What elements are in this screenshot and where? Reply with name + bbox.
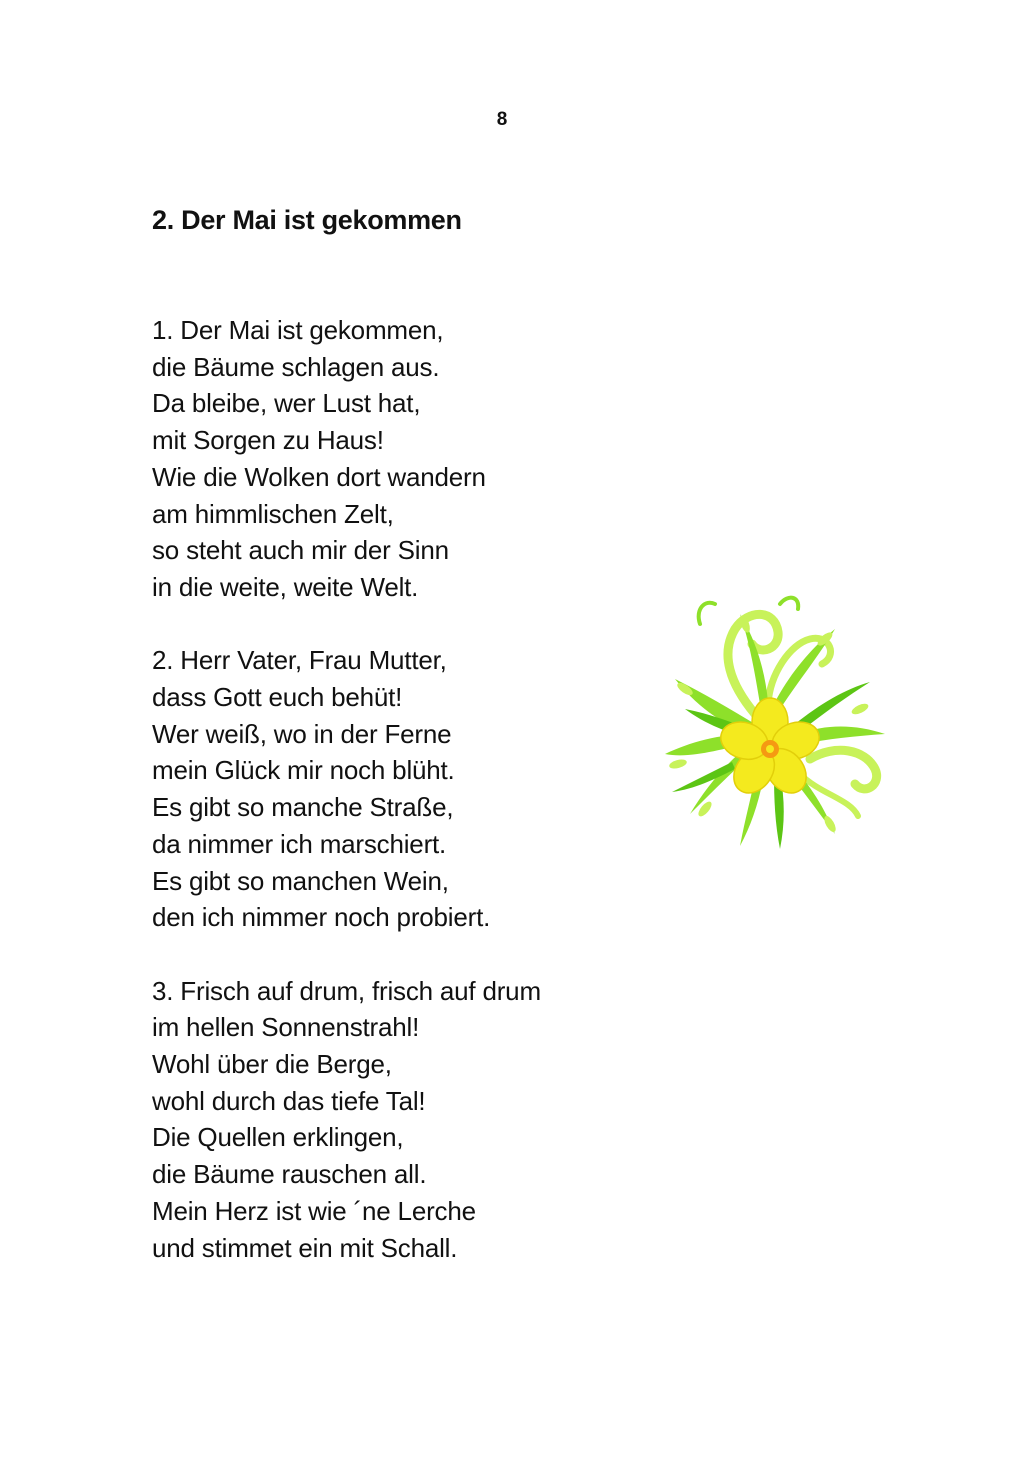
- song-title: 2. Der Mai ist gekommen: [152, 205, 462, 235]
- verse-line: Wohl über die Berge,: [152, 1049, 392, 1080]
- verse-line: dass Gott euch behüt!: [152, 682, 403, 713]
- verse-2: [152, 642, 652, 936]
- verse-line: den ich nimmer noch probiert.: [152, 902, 491, 933]
- verse-line: am himmlischen Zelt,: [152, 498, 394, 529]
- verse-line: da nimmer ich marschiert.: [152, 828, 447, 859]
- verse-line: im hellen Sonnenstrahl!: [152, 1012, 420, 1043]
- verse-line: so steht auch mir der Sinn: [152, 535, 449, 566]
- verse-line: mit Sorgen zu Haus!: [152, 425, 384, 456]
- lyrics: [152, 312, 652, 1303]
- verse-line: 3. Frisch auf drum, frisch auf drum: [152, 975, 541, 1006]
- page-number: 8: [496, 109, 508, 130]
- verse-line: Es gibt so manche Straße,: [152, 792, 454, 823]
- verse-line: Es gibt so manchen Wein,: [152, 865, 449, 896]
- verse-line: 2. Herr Vater, Frau Mutter,: [152, 645, 447, 676]
- verse-line: mein Glück mir noch blüht.: [152, 755, 455, 786]
- verse-1: [152, 312, 652, 606]
- verse-line: und stimmet ein mit Schall.: [152, 1232, 458, 1263]
- verse-line: die Bäume schlagen aus.: [152, 351, 440, 382]
- verse-line: die Bäume rauschen all.: [152, 1159, 427, 1190]
- verse-line: in die weite, weite Welt.: [152, 571, 419, 602]
- verse-line: Da bleibe, wer Lust hat,: [152, 388, 421, 419]
- verse-line: Wie die Wolken dort wandern: [152, 461, 486, 492]
- verse-line: Wer weiß, wo in der Ferne: [152, 718, 452, 749]
- flower-ornament-icon: [660, 584, 890, 854]
- verse-line: Die Quellen erklingen,: [152, 1122, 404, 1153]
- verse-line: 1. Der Mai ist gekommen,: [152, 315, 444, 345]
- verse-3: [152, 973, 652, 1267]
- verse-line: Mein Herz ist wie ´ne Lerche: [152, 1195, 476, 1226]
- verse-line: wohl durch das tiefe Tal!: [152, 1085, 426, 1116]
